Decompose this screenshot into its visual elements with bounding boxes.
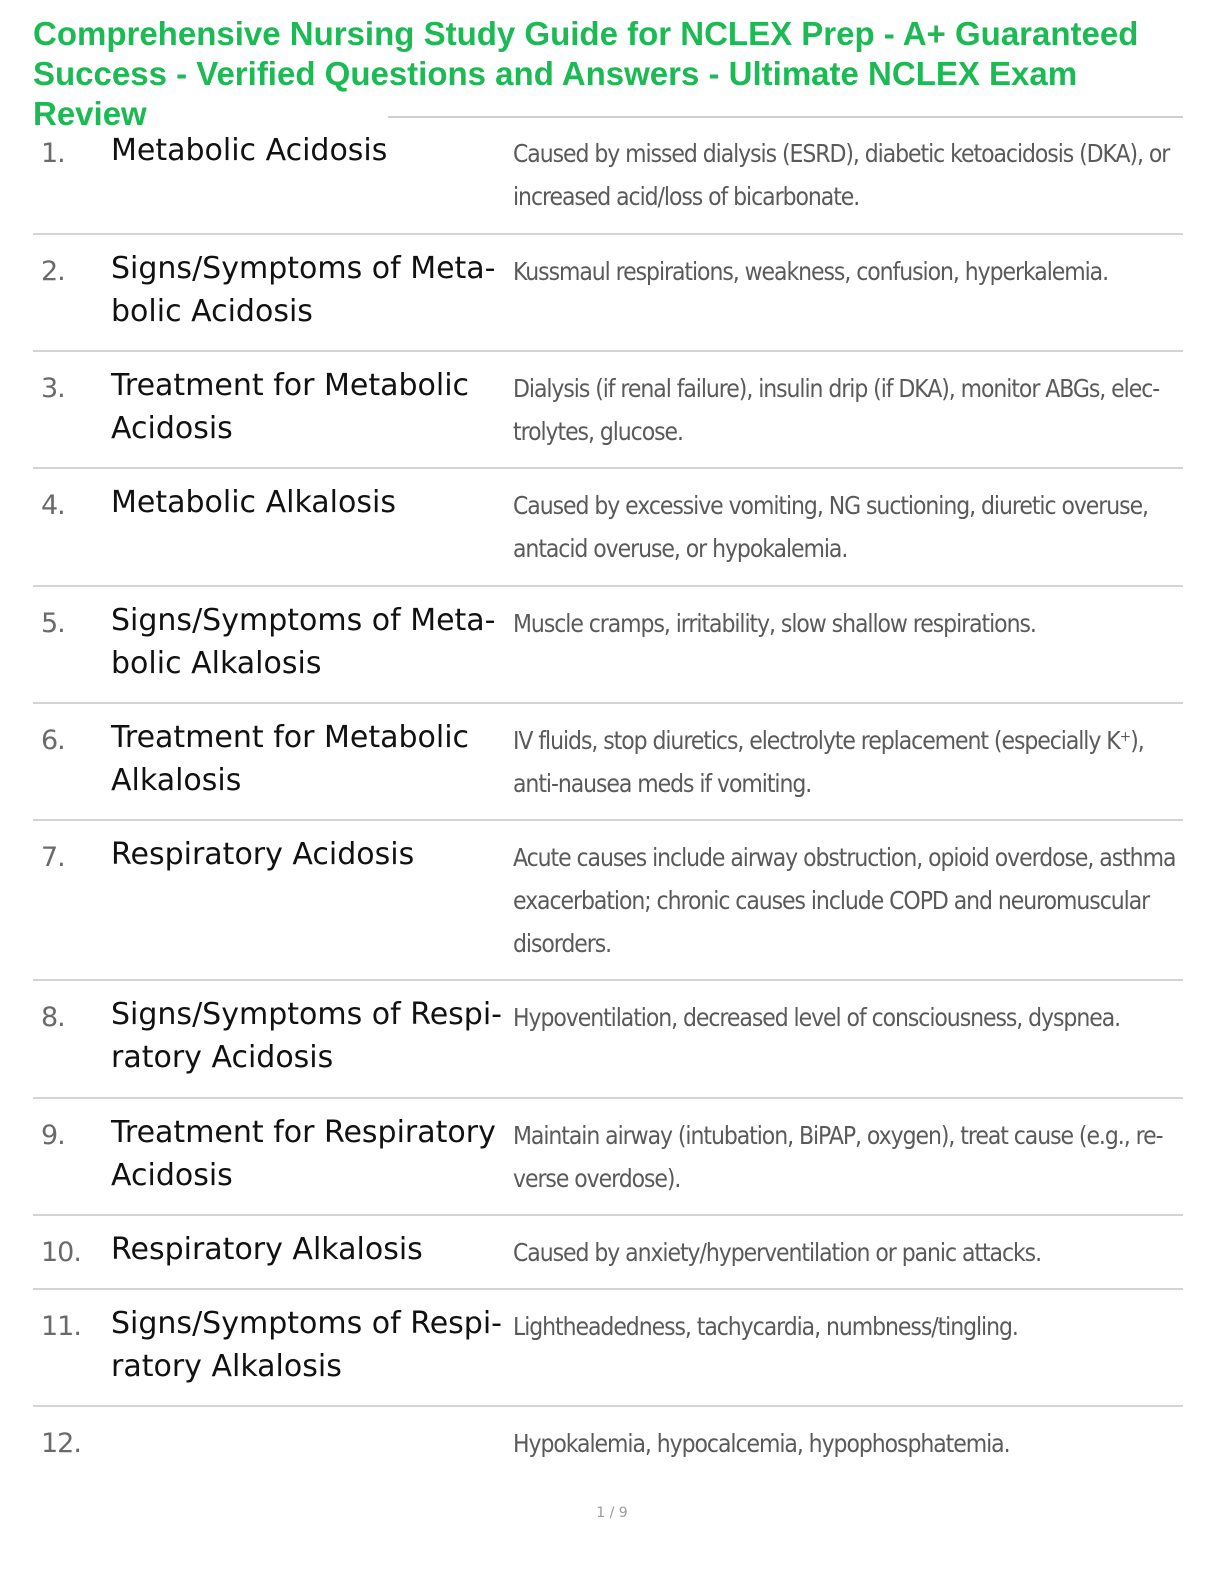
list-item — [33, 117, 1183, 235]
item-number: 12. — [41, 1428, 81, 1459]
item-definition: Muscle cramps, irritability, slow shallow respirations. — [513, 609, 1036, 638]
item-term: Respiratory Alkalosis — [111, 1232, 423, 1267]
item-term: Respiratory Acidosis — [111, 837, 415, 872]
item-number: 2. — [41, 256, 65, 287]
item-definition: Maintain airway (intubation, BiPAP, oxygen), treat cause (e.g., re- verse overdose). — [513, 1121, 1163, 1193]
item-number: 7. — [41, 842, 65, 873]
item-number: 1. — [41, 138, 65, 169]
item-number: 6. — [41, 725, 65, 756]
list-item — [33, 1099, 1183, 1216]
item-definition: Caused by anxiety/hyperventilation or panic attacks. — [513, 1238, 1042, 1267]
list-item — [33, 704, 1183, 821]
study-guide-list — [33, 117, 1183, 1487]
item-number: 3. — [41, 373, 65, 404]
item-term: Treatment for Metabolic Alkalosis — [111, 720, 470, 798]
item-definition: Caused by excessive vomiting, NG suctioning, diuretic overuse, antacid overuse, or hypokalemia. — [513, 491, 1148, 563]
list-item — [33, 469, 1183, 587]
item-term: Treatment for Respiratory Acidosis — [111, 1115, 496, 1193]
page-number: 1 / 9 — [596, 1505, 628, 1521]
item-number: 4. — [41, 490, 65, 521]
list-item — [33, 1290, 1183, 1407]
list-item — [33, 587, 1183, 704]
list-item — [33, 1407, 1183, 1487]
item-number: 9. — [41, 1120, 65, 1151]
list-item — [33, 352, 1183, 469]
item-term: Metabolic Alkalosis — [111, 485, 396, 520]
item-number: 11. — [41, 1311, 81, 1342]
list-item — [33, 821, 1183, 981]
item-definition: Acute causes include airway obstruction, opioid overdose, asthma exacerbation; chronic causes include COPD and neuromuscular disorders. — [513, 843, 1176, 958]
list-item — [33, 235, 1183, 352]
item-number: 8. — [41, 1002, 65, 1033]
item-definition: Dialysis (if renal failure), insulin drip (if DKA), monitor ABGs, elec- trolytes, glucose. — [513, 374, 1160, 446]
item-term: Signs/Symptoms of Meta- bolic Acidosis — [111, 251, 496, 329]
item-definition: IV fluids, stop diuretics, electrolyte replacement (especially K⁺), anti-nausea meds if vomiting. — [513, 726, 1144, 798]
item-definition: Lightheadedness, tachycardia, numbness/tingling. — [513, 1312, 1018, 1341]
item-definition: Hypoventilation, decreased level of consciousness, dyspnea. — [513, 1003, 1121, 1032]
item-number: 10. — [41, 1237, 81, 1268]
list-item — [33, 981, 1183, 1099]
list-item — [33, 1216, 1183, 1290]
item-definition: Kussmaul respirations, weakness, confusion, hyperkalemia. — [513, 257, 1109, 286]
item-number: 5. — [41, 608, 65, 639]
item-term: Signs/Symptoms of Meta- bolic Alkalosis — [111, 603, 496, 681]
item-term: Treatment for Metabolic Acidosis — [111, 368, 470, 446]
item-term: Metabolic Acidosis — [111, 133, 388, 168]
item-definition: Hypokalemia, hypocalcemia, hypophosphatemia. — [513, 1429, 1010, 1458]
item-definition: Caused by missed dialysis (ESRD), diabetic ketoacidosis (DKA), or increased acid/loss of bicarbonate. — [513, 139, 1170, 211]
document-title: Comprehensive Nursing Study Guide for NCLEX Prep - A+ Guaranteed Success - Verified Questions and Answers - Ultimate NCLEX Exam Review — [33, 15, 1139, 132]
item-term: Signs/Symptoms of Respi- ratory Alkalosis — [111, 1306, 502, 1384]
item-term: Signs/Symptoms of Respi- ratory Acidosis — [111, 997, 502, 1075]
